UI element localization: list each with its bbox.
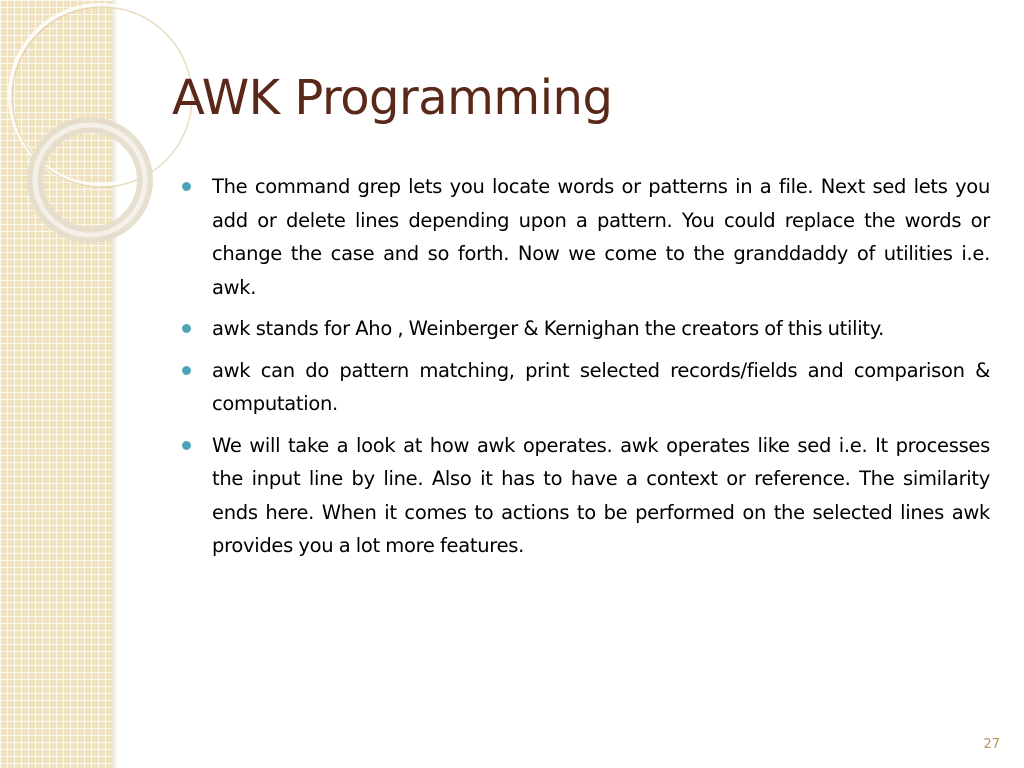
bullet-item (180, 312, 990, 346)
bullet-text: We will take a look at how awk operates. awk operates like sed i.e. It processes the input line by line. Also it has to have a context or reference. The similarity ends here. When it comes to actions to be performed on the selected lines awk provides you a lot more features. (212, 433, 990, 557)
bullet-item (180, 429, 990, 563)
bullet-marker-icon (182, 366, 191, 375)
bullet-text: awk stands for Aho , Weinberger & Kernighan the creators of this utility. (212, 317, 885, 340)
bullet-marker-icon (182, 182, 191, 191)
bullet-text: The command grep lets you locate words or patterns in a file. Next sed lets you add or delete lines depending upon a pattern. You could replace the words or change the case and so forth. Now we come to the granddaddy of utilities i.e. awk. (212, 175, 990, 299)
bullet-item (180, 170, 990, 304)
bullet-item (180, 354, 990, 421)
slide-number: 27 (983, 737, 1000, 752)
slide-title: AWK Programming (172, 70, 613, 126)
bullet-marker-icon (182, 441, 191, 450)
decorative-grid-band (0, 0, 112, 768)
bullet-marker-icon (182, 324, 191, 333)
band-edge-shadow (112, 0, 118, 768)
bullet-text: awk can do pattern matching, print selected records/fields and comparison & computation. (212, 358, 990, 415)
bullet-list (180, 170, 990, 571)
